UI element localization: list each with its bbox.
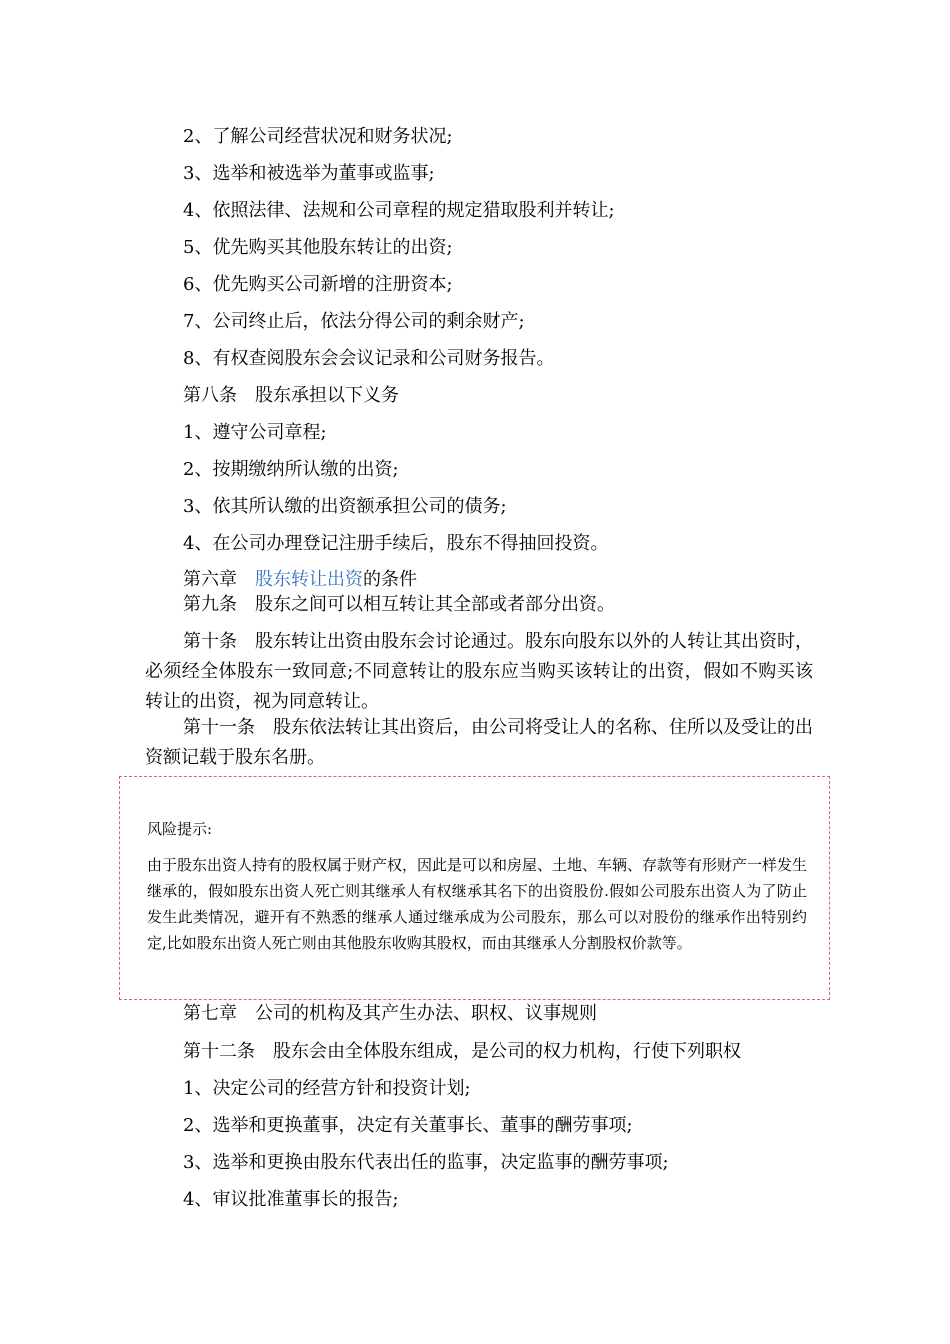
chapter-6-prefix: 第六章 (183, 569, 255, 590)
list-item: 3、依其所认缴的出资额承担公司的债务; (183, 496, 507, 517)
list-item: 5、优先购买其他股东转让的出资; (183, 237, 453, 258)
list-item: 3、选举和被选举为董事或监事; (183, 163, 435, 184)
list-item: 4、依照法律、法规和公司章程的规定猎取股利并转让; (183, 200, 615, 221)
list-item: 2、了解公司经营状况和财务状况; (183, 126, 453, 147)
transfer-capital-link[interactable]: 股东转让出资 (255, 569, 363, 590)
list-item: 1、遵守公司章程; (183, 422, 327, 443)
list-item: 1、决定公司的经营方针和投资计划; (183, 1078, 471, 1099)
list-item: 4、审议批准董事长的报告; (183, 1189, 399, 1210)
list-item: 4、在公司办理登记注册手续后，股东不得抽回投资。 (183, 533, 609, 554)
risk-notice-title: 风险提示: (147, 820, 213, 838)
list-item: 6、优先购买公司新增的注册资本; (183, 274, 453, 295)
chapter-6-suffix: 的条件 (363, 569, 417, 590)
article-12-heading: 第十二条 股东会由全体股东组成，是公司的权力机构，行使下列职权 (183, 1041, 741, 1062)
chapter-7-heading: 第七章 公司的机构及其产生办法、职权、议事规则 (183, 1003, 597, 1024)
list-item: 8、有权查阅股东会会议记录和公司财务报告。 (183, 348, 555, 369)
list-item: 2、选举和更换董事，决定有关董事长、董事的酬劳事项; (183, 1115, 633, 1136)
chapter-6-heading (183, 568, 417, 592)
risk-notice-box (119, 776, 830, 1000)
list-item: 2、按期缴纳所认缴的出资; (183, 459, 399, 480)
list-item: 3、选举和更换由股东代表出任的监事，决定监事的酬劳事项; (183, 1152, 669, 1173)
article-11: 第十一条 股东依法转让其出资后，由公司将受让人的名称、住所以及受让的出资额记载于股东名册。 (145, 717, 813, 768)
list-item: 7、公司终止后，依法分得公司的剩余财产; (183, 311, 525, 332)
article-8-heading: 第八条 股东承担以下义务 (183, 385, 399, 406)
risk-notice-body: 由于股东出资人持有的股权属于财产权，因此是可以和房屋、土地、车辆、存款等有形财产一样发生继承的，假如股东出资人死亡则其继承人有权继承其名下的出资股份.假如公司股东出资人为了防止发生此类情况，避开有不熟悉的继承人通过继承成为公司股东，那么可以对股份的继承作出特别约定,比如股东出资人死亡则由其他股东收购其股权，而由其继承人分割股权价款等。 (147, 856, 808, 952)
article-9: 第九条 股东之间可以相互转让其全部或者部分出资。 (183, 594, 615, 615)
article-10: 第十条 股东转让出资由股东会讨论通过。股东向股东以外的人转让其出资时，必须经全体股东一致同意;不同意转让的股东应当购买该转让的出资，假如不购买该转让的出资，视为同意转让。 (145, 631, 813, 712)
